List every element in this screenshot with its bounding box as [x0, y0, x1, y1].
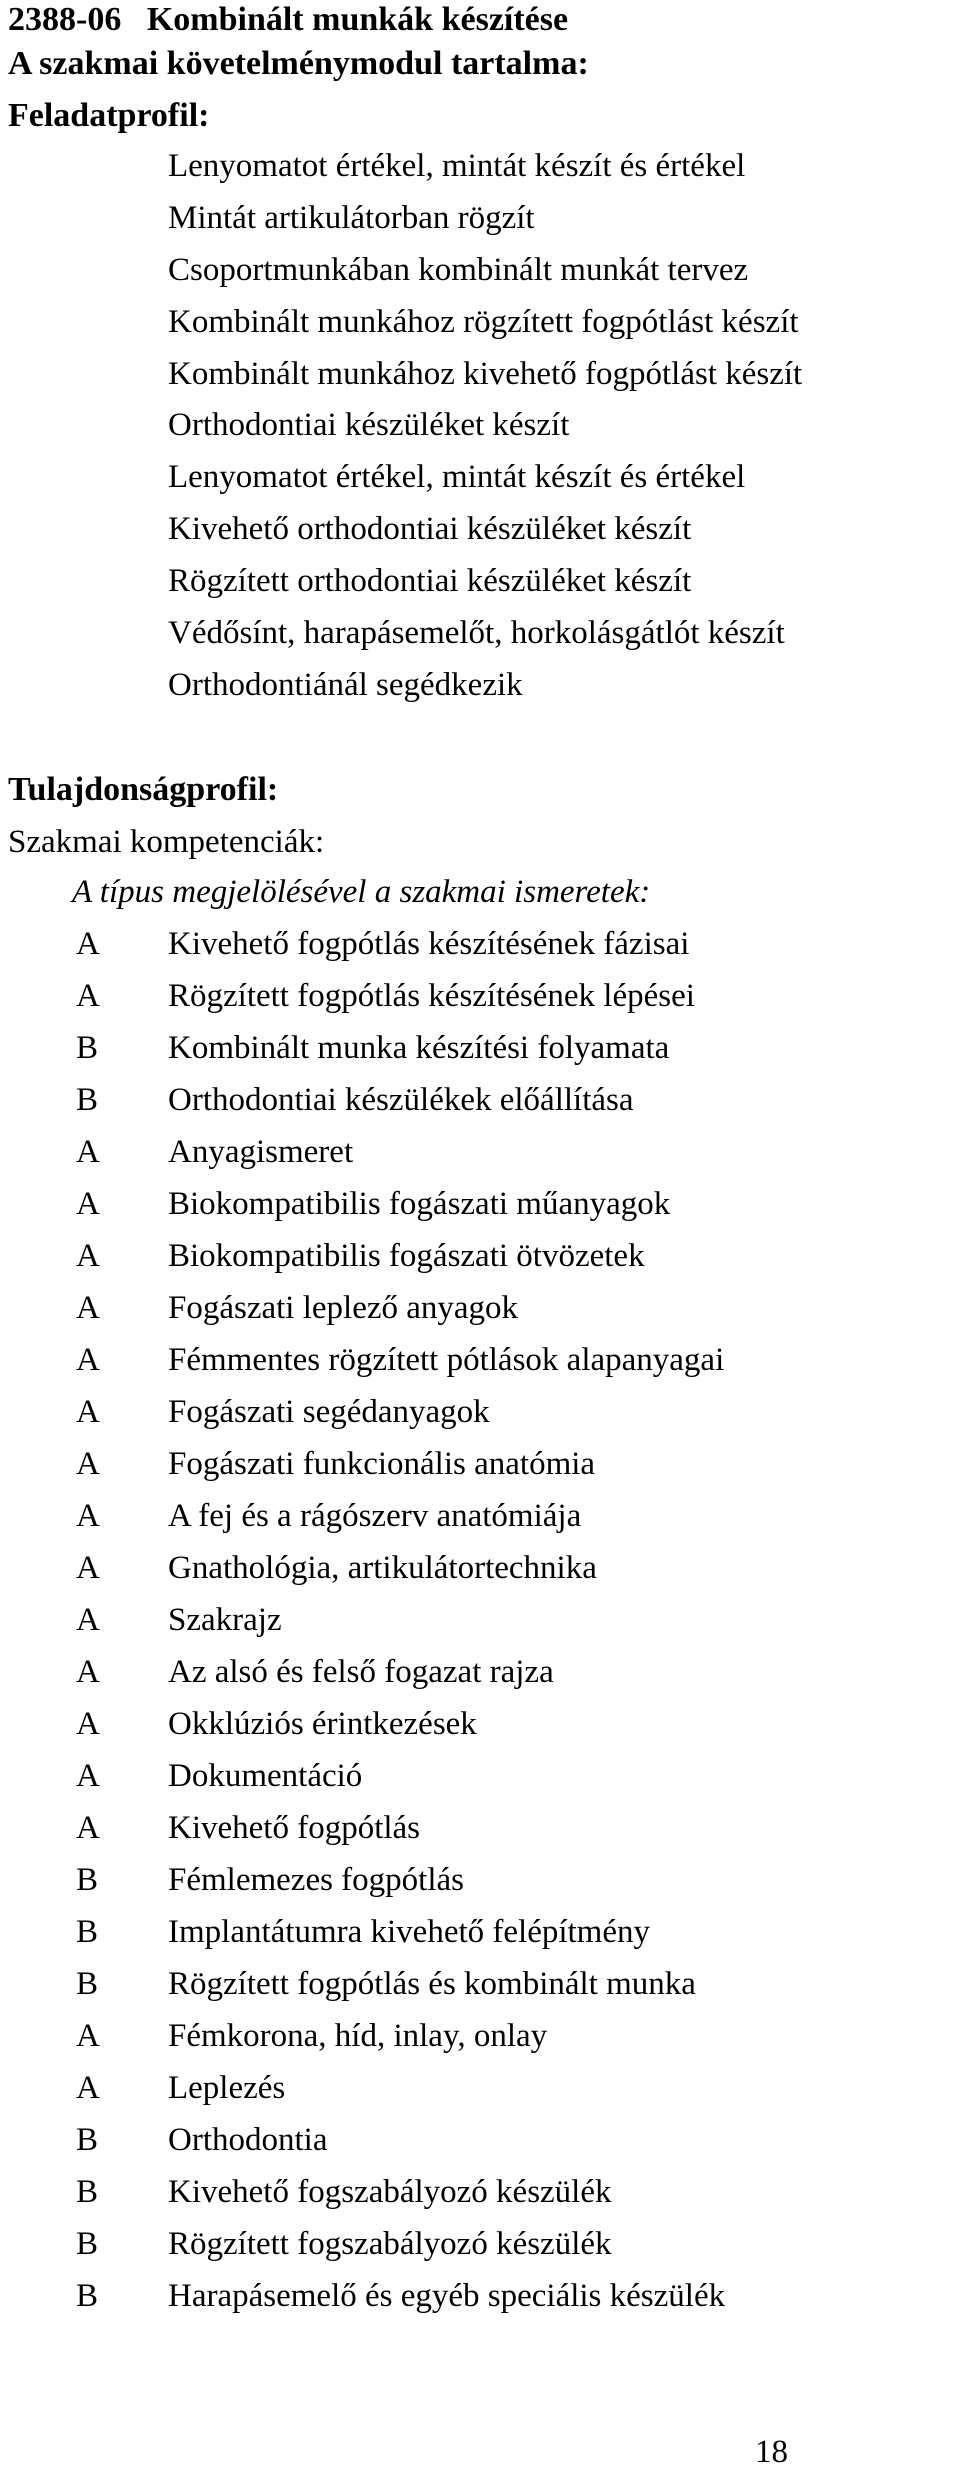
knowledge-type: B	[76, 2174, 99, 2210]
knowledge-item	[0, 1860, 900, 1912]
knowledge-topic: Rögzített fogszabályozó készülék	[168, 2226, 612, 2262]
knowledge-item	[0, 1704, 900, 1756]
knowledge-item	[0, 2068, 900, 2120]
content-heading: A szakmai követelménymodul tartalma:	[8, 45, 589, 82]
knowledge-topic: Fémmentes rögzített pótlások alapanyagai	[168, 1342, 725, 1378]
knowledge-item	[0, 1184, 900, 1236]
knowledge-item	[0, 924, 900, 976]
module-title: Kombinált munkák készítése	[146, 1, 569, 38]
knowledge-topic: Fogászati funkcionális anatómia	[168, 1446, 596, 1482]
knowledge-item	[0, 1236, 900, 1288]
knowledge-topic: Orthodontia	[168, 2122, 328, 2158]
knowledge-type: A	[76, 1134, 100, 1170]
knowledge-item	[0, 1028, 900, 1080]
knowledge-type: A	[76, 2018, 100, 2054]
task-item: Orthodontiai készüléket készít	[168, 407, 570, 444]
knowledge-type: B	[76, 1030, 99, 1066]
knowledge-type: A	[76, 926, 100, 962]
knowledge-type: A	[76, 1498, 100, 1534]
knowledge-type: A	[76, 1446, 100, 1482]
knowledge-type: A	[76, 1654, 100, 1690]
task-item: Rögzített orthodontiai készüléket készít	[168, 563, 692, 600]
knowledge-topic: Leplezés	[168, 2070, 286, 2106]
competencies-label: Szakmai kompetenciák:	[8, 824, 325, 860]
knowledge-topic: Fogászati segédanyagok	[168, 1394, 490, 1430]
knowledge-topic: Szakrajz	[168, 1602, 282, 1638]
knowledge-type: A	[76, 1550, 100, 1586]
knowledge-type: B	[76, 1862, 99, 1898]
task-item: Orthodontiánál segédkezik	[168, 666, 523, 703]
knowledge-type: A	[76, 1706, 100, 1742]
knowledge-topic: Dokumentáció	[168, 1758, 363, 1794]
task-item: Mintát artikulátorban rögzít	[168, 199, 535, 236]
knowledge-item	[0, 1392, 900, 1444]
knowledge-item	[0, 1340, 900, 1392]
knowledge-item	[0, 2120, 900, 2172]
knowledge-type: A	[76, 2070, 100, 2106]
task-profile-list	[168, 146, 802, 717]
knowledge-topic: Kivehető fogszabályozó készülék	[168, 2174, 612, 2210]
knowledge-item	[0, 1080, 900, 1132]
knowledge-topic: Kivehető fogpótlás	[168, 1810, 421, 1846]
knowledge-type: A	[76, 978, 100, 1014]
knowledge-item	[0, 2172, 900, 2224]
knowledge-topic: Fémlemezes fogpótlás	[168, 1862, 465, 1898]
knowledge-topic: Biokompatibilis fogászati ötvözetek	[168, 1238, 645, 1274]
knowledge-item	[0, 1548, 900, 1600]
knowledge-topic: Kombinált munka készítési folyamata	[168, 1030, 670, 1066]
knowledge-topic: Implantátumra kivehető felépítmény	[168, 1914, 650, 1950]
knowledge-type: B	[76, 1966, 99, 2002]
knowledge-heading: A típus megjelölésével a szakmai ismeretek:	[72, 874, 651, 910]
knowledge-item	[0, 1912, 900, 1964]
property-profile-heading: Tulajdonságprofil:	[8, 771, 279, 808]
knowledge-type: B	[76, 2278, 99, 2314]
task-item: Lenyomatot értékel, mintát készít és értékel	[168, 459, 746, 496]
knowledge-item	[0, 1652, 900, 1704]
knowledge-type: A	[76, 1238, 100, 1274]
knowledge-item	[0, 1444, 900, 1496]
knowledge-topic: Harapásemelő és egyéb speciális készülék	[168, 2278, 726, 2314]
page-number: 18	[755, 2434, 788, 2470]
knowledge-type: A	[76, 1342, 100, 1378]
knowledge-item	[0, 1808, 900, 1860]
task-profile-heading: Feladatprofil:	[8, 97, 210, 134]
knowledge-item	[0, 2224, 900, 2276]
knowledge-type: A	[76, 1602, 100, 1638]
knowledge-topic: Fémkorona, híd, inlay, onlay	[168, 2018, 548, 2054]
knowledge-type: A	[76, 1186, 100, 1222]
module-code: 2388-06	[8, 1, 122, 38]
knowledge-item	[0, 1756, 900, 1808]
knowledge-topic: Orthodontiai készülékek előállítása	[168, 1082, 634, 1118]
knowledge-topic: Gnathológia, artikulátortechnika	[168, 1550, 597, 1586]
knowledge-type: A	[76, 1810, 100, 1846]
knowledge-item	[0, 2016, 900, 2068]
knowledge-list	[0, 924, 900, 2328]
task-item: Lenyomatot értékel, mintát készít és értékel	[168, 148, 746, 184]
knowledge-topic: Rögzített fogpótlás és kombinált munka	[168, 1966, 696, 2002]
knowledge-item	[0, 2276, 900, 2328]
knowledge-item	[0, 1964, 900, 2016]
task-item: Kivehető orthodontiai készüléket készít	[168, 511, 692, 548]
knowledge-type: B	[76, 1914, 99, 1950]
knowledge-item	[0, 976, 900, 1028]
knowledge-topic: Anyagismeret	[168, 1134, 354, 1170]
task-item: Védősínt, harapásemelőt, horkolásgátlót készít	[168, 615, 785, 652]
knowledge-item	[0, 1132, 900, 1184]
knowledge-type: A	[76, 1394, 100, 1430]
knowledge-topic: Okklúziós érintkezések	[168, 1706, 477, 1742]
knowledge-item	[0, 1600, 900, 1652]
knowledge-topic: Fogászati leplező anyagok	[168, 1290, 519, 1326]
module-title-line	[8, 0, 568, 40]
task-item: Kombinált munkához rögzített fogpótlást készít	[168, 303, 799, 340]
knowledge-topic: Kivehető fogpótlás készítésének fázisai	[168, 926, 690, 962]
knowledge-topic: A fej és a rágószerv anatómiája	[168, 1498, 582, 1534]
knowledge-type: B	[76, 1082, 99, 1118]
knowledge-type: B	[76, 2122, 99, 2158]
knowledge-item	[0, 1288, 900, 1340]
knowledge-type: A	[76, 1290, 100, 1326]
knowledge-item	[0, 1496, 900, 1548]
task-item: Kombinált munkához kivehető fogpótlást készít	[168, 355, 803, 392]
knowledge-type: B	[76, 2226, 99, 2262]
knowledge-type: A	[76, 1758, 100, 1794]
knowledge-topic: Biokompatibilis fogászati műanyagok	[168, 1186, 671, 1222]
knowledge-topic: Az alsó és felső fogazat rajza	[168, 1654, 554, 1690]
knowledge-topic: Rögzített fogpótlás készítésének lépései	[168, 978, 695, 1014]
task-item: Csoportmunkában kombinált munkát tervez	[168, 251, 749, 288]
